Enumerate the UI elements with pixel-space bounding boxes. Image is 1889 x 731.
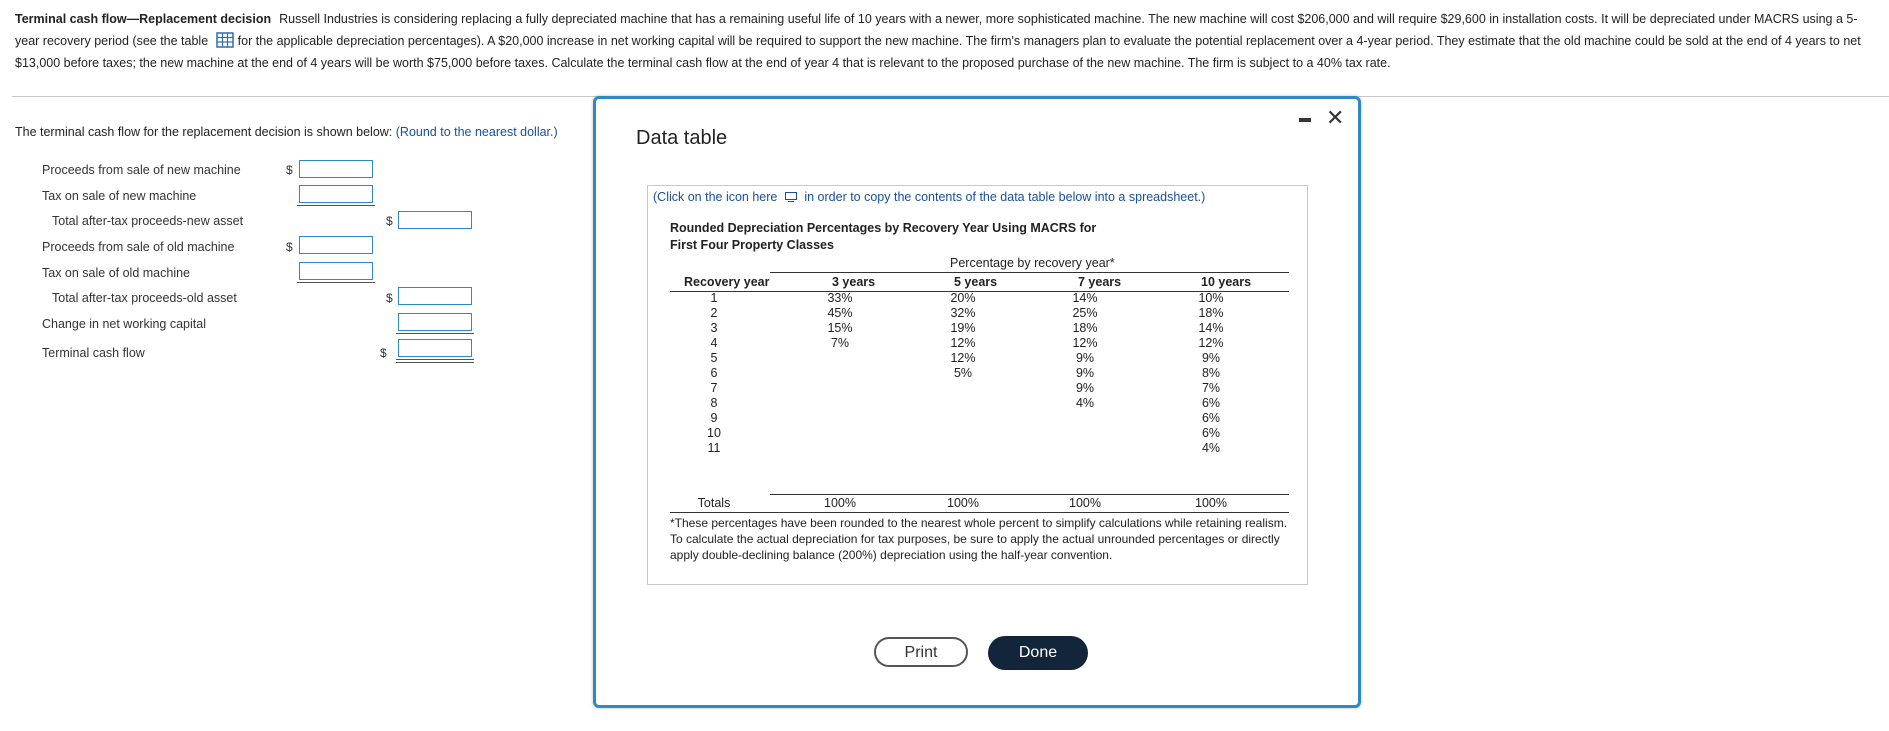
- double-underline: [396, 362, 474, 363]
- recovery-year-cell: 10: [707, 426, 721, 440]
- totals-label: Totals: [697, 496, 731, 510]
- table-title: [670, 220, 1096, 254]
- percentage-cell: 12%: [1072, 336, 1098, 350]
- double-underline: [396, 359, 474, 360]
- total-new-input[interactable]: [398, 211, 472, 229]
- percentage-cell: 18%: [1072, 321, 1098, 335]
- currency-sign: $: [286, 163, 293, 177]
- percentage-cell: 33%: [827, 291, 853, 305]
- percentage-cell: 5%: [953, 366, 973, 380]
- percentage-cell: 18%: [1198, 306, 1224, 320]
- percentage-cell: 10%: [1198, 291, 1224, 305]
- recovery-year-cell: 7: [710, 381, 718, 395]
- tax-old-input[interactable]: [299, 262, 373, 280]
- data-table-dialog: [593, 96, 1361, 708]
- percentage-cell: 6%: [1201, 411, 1221, 425]
- lead-text: The terminal cash flow for the replacement decision is shown below:: [15, 125, 393, 139]
- proceeds-old-input[interactable]: [299, 236, 373, 254]
- header-10-years: 10 years: [1201, 275, 1252, 289]
- percentage-cell: 32%: [950, 306, 976, 320]
- percentage-cell: 7%: [830, 336, 850, 350]
- percentage-cell: 4%: [1201, 441, 1221, 455]
- table-grid-icon[interactable]: [216, 32, 234, 48]
- row-label-nwc: Change in net working capital: [42, 317, 206, 331]
- row-label-terminal: Terminal cash flow: [42, 346, 145, 360]
- percentage-cell: 9%: [1201, 351, 1221, 365]
- percentage-cell: 9%: [1075, 366, 1095, 380]
- recovery-year-cell: 4: [710, 336, 718, 350]
- percentage-cell: 9%: [1075, 351, 1095, 365]
- percentage-cell: 20%: [950, 291, 976, 305]
- percentage-cell: 12%: [950, 351, 976, 365]
- currency-sign: $: [386, 214, 393, 228]
- percentage-cell: 14%: [1072, 291, 1098, 305]
- percentage-cell: 7%: [1201, 381, 1221, 395]
- table-title-line1: Rounded Depreciation Percentages by Recovery Year Using MACRS for: [670, 221, 1097, 235]
- tax-new-input[interactable]: [299, 185, 373, 203]
- row-label-proceeds-old: Proceeds from sale of old machine: [42, 240, 235, 254]
- recovery-year-cell: 5: [710, 351, 718, 365]
- print-button[interactable]: Print: [874, 637, 968, 667]
- copy-spreadsheet-icon[interactable]: [785, 191, 797, 201]
- row-label-proceeds-new: Proceeds from sale of new machine: [42, 163, 241, 177]
- percentage-cell: 9%: [1075, 381, 1095, 395]
- totals-rule: [770, 494, 1289, 495]
- footnote: *These percentages have been rounded to the nearest whole percent to simplify calculations while retaining realism. To calculate the actual depreciation for tax purposes, be sure to apply the actual unrounded percentages or directly apply double-declining balance (200%) depreciation using the half-year convention.: [670, 516, 1288, 562]
- row-label-total-new: Total after-tax proceeds-new asset: [52, 214, 244, 228]
- problem-text-part1: Russell Industries is considering replacing a fully depreciated machine that has a remaining useful life of 10 years with a newer, more sophisticated machine. The new machine will cost $206,000 and will require $29,600 in installation costs. It will be depreciated under MACRS using a 5-year recovery period (see the table: [15, 12, 1858, 48]
- dialog-title: Data table: [636, 127, 728, 149]
- header-recovery-year: Recovery year: [684, 275, 770, 289]
- row-label-total-old: Total after-tax proceeds-old asset: [52, 291, 237, 305]
- underline: [297, 205, 375, 206]
- totals-cell: 100%: [1069, 496, 1101, 510]
- done-button[interactable]: Done: [988, 636, 1088, 670]
- percentage-cell: 6%: [1201, 426, 1221, 440]
- totals-cell: 100%: [824, 496, 856, 510]
- data-table-panel: [647, 185, 1308, 585]
- group-rule: [770, 272, 1289, 273]
- table-title-line2: First Four Property Classes: [670, 238, 834, 252]
- recovery-year-cell: 11: [707, 441, 721, 455]
- percentage-cell: 14%: [1198, 321, 1224, 335]
- currency-sign: $: [386, 291, 393, 305]
- terminal-cash-flow-input[interactable]: [398, 339, 472, 357]
- recovery-year-cell: 9: [710, 411, 718, 425]
- row-label-tax-old: Tax on sale of old machine: [42, 266, 191, 280]
- proceeds-new-input[interactable]: [299, 160, 373, 178]
- problem-title: Terminal cash flow—Replacement decision: [15, 12, 272, 26]
- recovery-year-cell: 3: [710, 321, 718, 335]
- copy-note-before: (Click on the icon here: [653, 190, 778, 204]
- minimize-icon[interactable]: [1298, 111, 1312, 125]
- recovery-year-cell: 1: [710, 291, 718, 305]
- percentage-cell: 19%: [950, 321, 976, 335]
- recovery-year-cell: 6: [710, 366, 718, 380]
- percentage-cell: 12%: [1198, 336, 1224, 350]
- currency-sign: $: [380, 346, 387, 360]
- totals-cell: 100%: [1195, 496, 1227, 510]
- bottom-rule: [670, 512, 1289, 513]
- percentage-cell: 25%: [1072, 306, 1098, 320]
- round-hint: (Round to the nearest dollar.): [395, 125, 558, 139]
- close-icon[interactable]: ✕: [1326, 105, 1345, 130]
- recovery-year-cell: 8: [710, 396, 718, 410]
- nwc-input[interactable]: [398, 313, 472, 331]
- worksheet-lead: [15, 125, 558, 139]
- header-7-years: 7 years: [1078, 275, 1122, 289]
- totals-cell: 100%: [947, 496, 979, 510]
- underline: [396, 333, 474, 334]
- copy-note-after: in order to copy the contents of the data table below into a spreadsheet.): [804, 190, 1206, 204]
- percentage-cell: 6%: [1201, 396, 1221, 410]
- total-old-input[interactable]: [398, 287, 472, 305]
- currency-sign: $: [286, 240, 293, 254]
- group-label: Percentage by recovery year*: [950, 256, 1115, 270]
- copy-note: [653, 190, 1205, 204]
- percentage-cell: 8%: [1201, 366, 1221, 380]
- problem-statement: [15, 8, 1875, 74]
- header-5-years: 5 years: [954, 275, 998, 289]
- percentage-cell: 45%: [827, 306, 853, 320]
- percentage-cell: 12%: [950, 336, 976, 350]
- recovery-year-cell: 2: [710, 306, 718, 320]
- problem-text-part2: for the applicable depreciation percentages). A $20,000 increase in net working capital will be required to support the new machine. The firm's managers plan to evaluate the potential replacement over a 4-year period. They estimate that the old machine could be sold at the end of 4 years to net $13,000 before taxes; the new machine at the end of 4 years will be worth $75,000 before taxes. Calculate the terminal cash flow at the end of year 4 that is relevant to the proposed purchase of the new machine. The firm is subject to a 40% tax rate.: [15, 34, 1861, 70]
- row-label-tax-new: Tax on sale of new machine: [42, 189, 197, 203]
- percentage-cell: 15%: [827, 321, 853, 335]
- header-3-years: 3 years: [832, 275, 876, 289]
- underline: [297, 282, 375, 283]
- percentage-cell: 4%: [1075, 396, 1095, 410]
